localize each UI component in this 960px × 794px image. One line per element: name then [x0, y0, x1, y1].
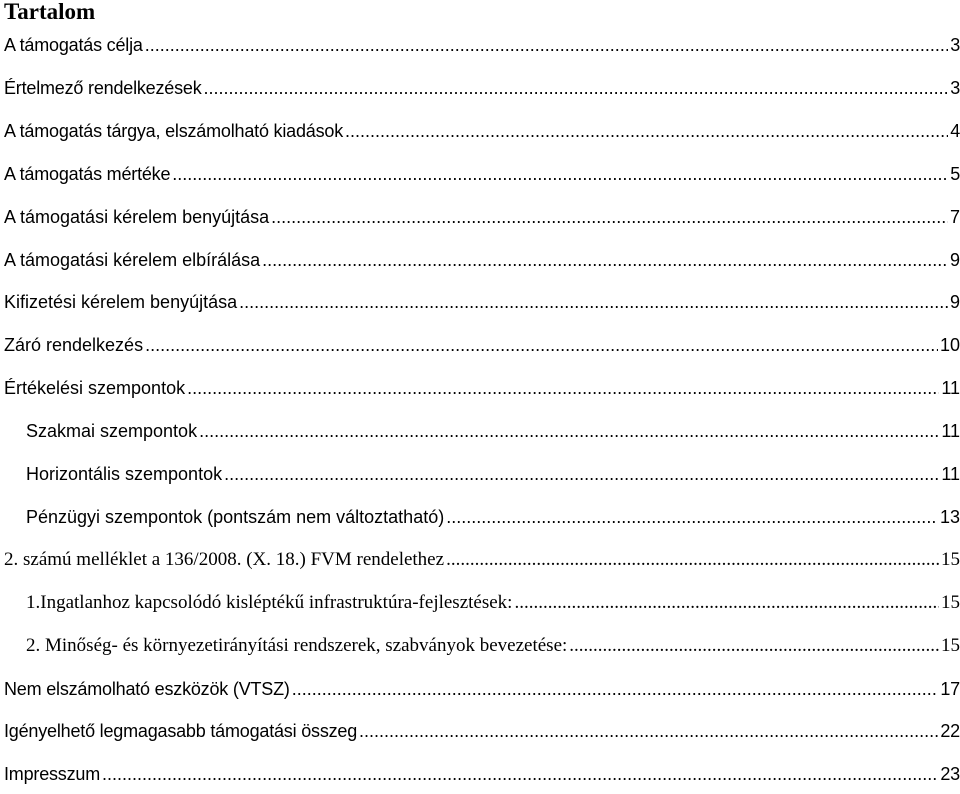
toc-entry[interactable]	[4, 717, 960, 745]
toc-entry[interactable]	[26, 503, 960, 531]
toc-entry[interactable]	[4, 246, 960, 274]
dot-leader	[292, 675, 939, 703]
toc-entry-page-number: 11	[941, 421, 960, 441]
toc-entry-label: A támogatás mértéke	[4, 164, 171, 184]
toc-entry[interactable]	[4, 160, 960, 188]
dot-leader	[145, 331, 938, 359]
toc-entry-label: Horizontális szempontok	[26, 464, 223, 484]
toc-entry-page-number: 11	[941, 378, 960, 398]
toc-entry[interactable]	[4, 203, 960, 231]
toc-entry[interactable]	[4, 331, 960, 359]
dot-leader	[262, 246, 948, 274]
toc-entry[interactable]	[4, 546, 960, 574]
toc-entry-page-number: 15	[941, 592, 960, 613]
dot-leader	[271, 203, 948, 231]
toc-entry[interactable]	[4, 74, 960, 102]
dot-leader	[446, 503, 938, 531]
toc-entry[interactable]	[26, 589, 960, 617]
dot-leader	[514, 589, 939, 617]
toc-entry-page-number: 15	[941, 549, 960, 570]
toc-entry-page-number: 7	[949, 207, 960, 227]
toc-entry-label: A támogatási kérelem benyújtása	[4, 207, 270, 227]
toc-entry[interactable]	[4, 31, 960, 59]
toc-entry-page-number: 4	[950, 121, 960, 141]
toc-entry-page-number: 9	[949, 292, 960, 312]
dot-leader	[446, 546, 939, 574]
dot-leader	[224, 460, 939, 488]
dot-leader	[204, 74, 949, 102]
dot-leader	[359, 717, 938, 745]
toc-entry[interactable]	[26, 632, 960, 660]
toc-entry-page-number: 10	[939, 335, 960, 355]
toc-entry[interactable]	[4, 288, 960, 316]
toc-entry-label: Szakmai szempontok	[26, 421, 198, 441]
toc-entry-label: Nem elszámolható eszközök (VTSZ)	[4, 679, 290, 699]
toc-entry[interactable]	[4, 675, 960, 703]
dot-leader	[569, 632, 939, 660]
toc-entry-label: Igényelhető legmagasabb támogatási összeg	[4, 721, 358, 741]
toc-entry-label: 2. Minőség- és környezetirányítási rendszerek, szabványok bevezetése:	[26, 635, 568, 656]
toc-entry[interactable]	[26, 417, 960, 445]
toc-entry-page-number: 13	[939, 507, 960, 527]
toc-entry-label: Impresszum	[4, 764, 101, 784]
toc-entry[interactable]	[4, 760, 960, 788]
toc-entry-page-number: 23	[940, 764, 960, 784]
toc-title: Tartalom	[4, 0, 96, 24]
toc-entry-page-number: 22	[940, 721, 960, 741]
toc-entry-page-number: 11	[941, 464, 960, 484]
toc-entry-label: Pénzügyi szempontok (pontszám nem változtatható)	[26, 507, 445, 527]
dot-leader	[345, 117, 948, 145]
toc-entry-page-number: 17	[940, 679, 960, 699]
toc-entry-label: 2. számú melléklet a 136/2008. (X. 18.) FVM rendelethez	[4, 549, 445, 570]
toc-entry-label: A támogatás célja	[4, 35, 143, 55]
dot-leader	[102, 760, 938, 788]
toc-entry[interactable]	[4, 117, 960, 145]
toc-entry-label: Értelmező rendelkezések	[4, 78, 202, 98]
dot-leader	[199, 417, 939, 445]
toc-entry-label: A támogatási kérelem elbírálása	[4, 250, 261, 270]
toc-entry-label: Kifizetési kérelem benyújtása	[4, 292, 238, 312]
toc-entry-label: 1.Ingatlanhoz kapcsolódó kisléptékű infrastruktúra-fejlesztések:	[26, 592, 513, 613]
toc-entry[interactable]	[26, 460, 960, 488]
toc-entry-label: Értékelési szempontok	[4, 378, 186, 398]
toc-entry-label: A támogatás tárgya, elszámolható kiadások	[4, 121, 343, 141]
dot-leader	[172, 160, 948, 188]
toc-entry-label: Záró rendelkezés	[4, 335, 144, 355]
toc-entry-page-number: 3	[950, 35, 960, 55]
toc-entry-page-number: 3	[950, 78, 960, 98]
toc-entry-page-number: 5	[950, 164, 960, 184]
dot-leader	[145, 31, 948, 59]
toc-entry-page-number: 15	[941, 635, 960, 656]
dot-leader	[239, 288, 948, 316]
toc-entry[interactable]	[4, 374, 960, 402]
toc-entry-page-number: 9	[949, 250, 960, 270]
dot-leader	[187, 374, 939, 402]
